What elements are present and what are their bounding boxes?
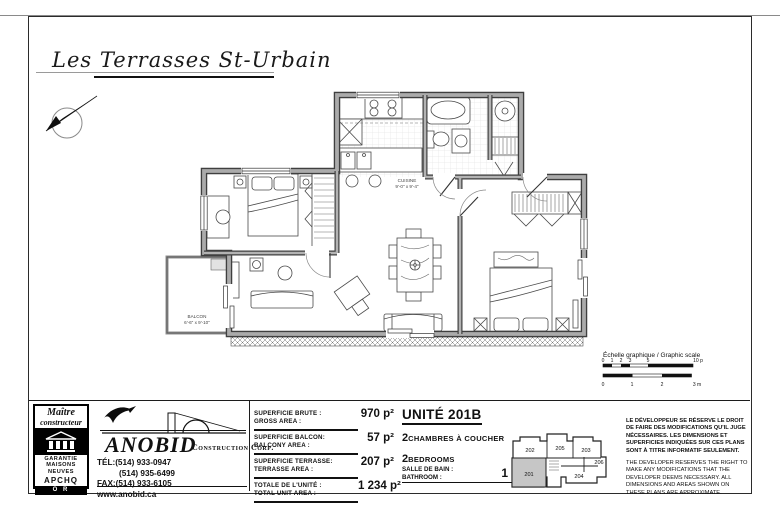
- area-label-en: TOTAL UNIT AREA :: [254, 489, 317, 497]
- company-website[interactable]: www.anobid.ca: [97, 489, 157, 499]
- project-title: Les Terrasses St-Urbain: [52, 48, 332, 72]
- logo-rule: [100, 430, 246, 431]
- badge-neuves: NEUVES: [47, 468, 74, 475]
- keyplan-unit-204: 204: [574, 474, 584, 480]
- scale-m-1: 1: [630, 382, 634, 388]
- kitchen-dims: 9'-0" x 9'-4": [395, 184, 419, 189]
- bedroom2-furniture: [474, 192, 582, 334]
- scale-ft-0: 0: [601, 358, 605, 364]
- disclaimer-en: THE DEVELOPER RESERVES THE RIGHT TO MAKE ANY MODIFICATIONS THAT THE DEVELOPER DEEMS NECESSARY. ALL DIMENSIONS AND AREAS SHOWN ON THESE PLANS ARE APPROXIMATE.: [626, 460, 748, 496]
- bathroom-label-en: BATHROOM :: [402, 473, 442, 481]
- area-label-en: GROSS AREA :: [254, 417, 302, 425]
- badge-maisons: MAISONS: [46, 462, 76, 469]
- temple-icon: [35, 429, 87, 455]
- scale-m-0: 0: [601, 382, 605, 388]
- titleblock-top-rule: [29, 400, 750, 401]
- company-fax: FAX:(514) 933-6105: [97, 479, 172, 489]
- scale-m-2: 2: [660, 382, 664, 388]
- area-label-en: BALCONY AREA :: [254, 441, 310, 449]
- company-tel2: (514) 935-6499: [119, 468, 175, 478]
- area-value: 1 234 p²: [358, 480, 401, 492]
- area-label-fr: SUPERFICIE TERRASSE:: [254, 458, 333, 465]
- unit-number: UNITÉ 201B: [402, 407, 482, 425]
- keyplan-unit-202: 202: [525, 448, 535, 454]
- title-underline-thick: [94, 76, 274, 78]
- company-contact: [97, 458, 175, 501]
- unit-info: [402, 406, 520, 490]
- scale-m-end: 3 m: [692, 382, 702, 388]
- balcony-dims: 6'-6" x 9'-10": [184, 320, 210, 325]
- badge-title-1: Maître: [47, 407, 75, 418]
- bathroom-count: 1: [501, 466, 508, 480]
- area-label-fr: SUPERFICIE BALCON:: [254, 434, 325, 441]
- company-type: Construction Corp.: [192, 443, 274, 452]
- keyplan-unit-206: 206: [594, 460, 604, 466]
- badge-title-2: constructeur: [35, 418, 87, 429]
- company-tel: TÉL:(514) 933-0947: [97, 458, 172, 467]
- keyplan-unit-201: 201: [524, 472, 534, 478]
- area-label-en: TERRASSE AREA :: [254, 465, 314, 473]
- disclaimer: [626, 418, 748, 497]
- graphic-scale: [595, 348, 750, 396]
- floor-plan: [150, 80, 620, 400]
- keyplan-unit-203: 203: [581, 448, 591, 454]
- scale-ft-5: 5: [646, 358, 650, 364]
- badge-garantie: GARANTIE: [44, 456, 78, 462]
- area-row-gross: [254, 407, 394, 431]
- area-value: 970 p²: [360, 408, 394, 420]
- scale-ft-end: 10 p: [693, 358, 703, 364]
- scale-ft-2: 2: [619, 358, 623, 364]
- areas-table: [254, 407, 401, 503]
- contact-underline: [97, 486, 247, 487]
- disclaimer-fr: LE DÉVELOPPEUR SE RÉSERVE LE DROIT DE FAIRE DES MODIFICATIONS QU'IL JUGE NÉCESSAIRES. LES DIMENSIONS ET SUPERFICIES INDIQUÉES SUR CES PLANS SONT À TITRE INFORMATIF SEULEMENT.: [626, 418, 746, 454]
- badge-grade: O R: [35, 486, 87, 495]
- bathroom-label-fr: SALLE DE BAIN :: [402, 466, 454, 473]
- area-row-total: [254, 479, 401, 503]
- builder-certification-badge: [33, 404, 89, 494]
- badge-org: APCHQ: [44, 476, 78, 486]
- area-label-fr: SUPERFICIE BRUTE :: [254, 410, 322, 417]
- north-arrow-icon: [35, 85, 110, 155]
- bathroom-row: [402, 466, 512, 483]
- bedroom-label-en: BEDROOMS: [408, 455, 455, 464]
- area-row-terrace: [254, 455, 394, 479]
- title-underline-thin: [36, 72, 274, 73]
- area-row-balcony: [254, 431, 394, 455]
- bedroom-label-fr: CHAMBRES À COUCHER: [408, 434, 505, 443]
- company-name: ANOBID: [105, 432, 197, 457]
- key-plan: [506, 424, 622, 496]
- keyplan-unit-205: 205: [555, 446, 565, 452]
- area-label-fr: TOTALE DE L'UNITÉ :: [254, 482, 322, 489]
- bedroom-count: 2: [402, 453, 409, 465]
- area-value: 207 p²: [360, 456, 394, 468]
- balcony-label: BALCON: [187, 314, 207, 319]
- bedroom-count: 2: [402, 432, 409, 444]
- scale-ft-3: 3: [628, 358, 632, 364]
- scale-ft-1: 1: [610, 358, 614, 364]
- bedroom1-furniture: [207, 174, 334, 246]
- terrace-edge: [231, 337, 583, 346]
- area-value: 57 p²: [367, 432, 394, 444]
- scale-caption: Échelle graphique / Graphic scale: [603, 352, 701, 359]
- kitchen-label: CUISINE: [397, 178, 417, 183]
